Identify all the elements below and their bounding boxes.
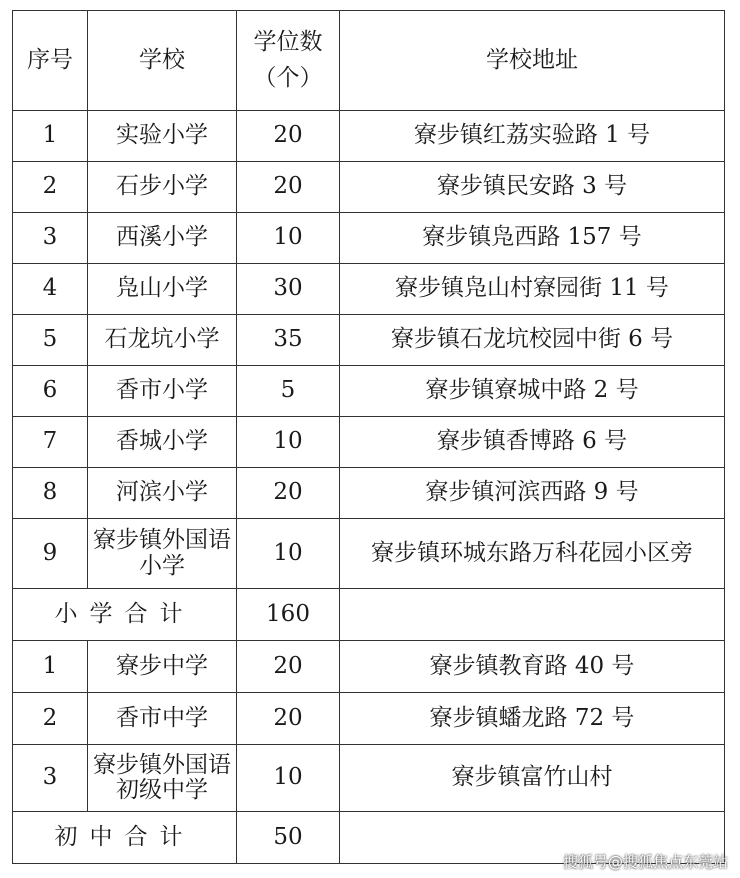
row-index: 7: [13, 417, 88, 468]
table-row: [13, 213, 725, 264]
header-address: 学校地址: [340, 11, 725, 111]
header-seats-label: 学位数: [253, 28, 323, 55]
header-school: 学校: [88, 11, 237, 111]
table-row: [13, 693, 725, 745]
header-seats-unit: （个）: [253, 64, 323, 91]
row-index: 5: [13, 315, 88, 366]
row-index: 1: [13, 641, 88, 693]
row-school: 西溪小学: [88, 213, 237, 264]
row-address: 寮步镇寮城中路 2 号: [340, 366, 725, 417]
row-index: 2: [13, 162, 88, 213]
row-address: 寮步镇红荔实验路 1 号: [340, 111, 725, 162]
row-seats: 35: [237, 315, 340, 366]
row-index: 1: [13, 111, 88, 162]
table-row: [13, 745, 725, 812]
row-seats: 5: [237, 366, 340, 417]
row-index: 6: [13, 366, 88, 417]
primary-total-empty: [340, 589, 725, 641]
row-school-line2: 初级中学: [116, 777, 208, 803]
row-seats: 20: [237, 111, 340, 162]
row-school-line2: 小学: [139, 552, 185, 579]
row-index: 3: [13, 745, 88, 812]
row-index: 2: [13, 693, 88, 745]
table-row: [13, 111, 725, 162]
table-row: [13, 366, 725, 417]
primary-total-value: 160: [237, 589, 340, 641]
table-row: [13, 417, 725, 468]
row-address: 寮步镇富竹山村: [340, 745, 725, 812]
junior-total-value: 50: [237, 812, 340, 864]
row-school: 香市中学: [88, 693, 237, 745]
row-school: [88, 745, 237, 812]
table-row: [13, 162, 725, 213]
row-address: 寮步镇环城东路万科花园小区旁: [340, 519, 725, 589]
row-address: 寮步镇凫西路 157 号: [340, 213, 725, 264]
row-index: 9: [13, 519, 88, 589]
primary-total-label: 小学合计: [13, 589, 237, 641]
table-row: [13, 641, 725, 693]
row-school: 石步小学: [88, 162, 237, 213]
row-address: 寮步镇民安路 3 号: [340, 162, 725, 213]
header-seats: [237, 11, 340, 111]
row-school: 香市小学: [88, 366, 237, 417]
row-school: 石龙坑小学: [88, 315, 237, 366]
row-school-line1: 寮步镇外国语: [93, 527, 231, 554]
row-seats: 20: [237, 693, 340, 745]
row-address: 寮步镇石龙坑校园中街 6 号: [340, 315, 725, 366]
row-school: 寮步中学: [88, 641, 237, 693]
row-school: 河滨小学: [88, 468, 237, 519]
row-seats: 30: [237, 264, 340, 315]
primary-total-row: [13, 589, 725, 641]
row-index: 8: [13, 468, 88, 519]
table-row: [13, 519, 725, 589]
header-row: [13, 11, 725, 111]
table-row: [13, 468, 725, 519]
row-school: 香城小学: [88, 417, 237, 468]
source-watermark: 搜狐号@搜狐焦点东莞站: [562, 853, 728, 871]
row-index: 3: [13, 213, 88, 264]
row-address: 寮步镇香博路 6 号: [340, 417, 725, 468]
row-school-line1: 寮步镇外国语: [93, 751, 231, 778]
school-seats-table: [12, 10, 725, 864]
row-address: 寮步镇河滨西路 9 号: [340, 468, 725, 519]
row-school: 凫山小学: [88, 264, 237, 315]
header-index: 序号: [13, 11, 88, 111]
row-seats: 10: [237, 213, 340, 264]
row-seats: 10: [237, 745, 340, 812]
row-address: 寮步镇教育路 40 号: [340, 641, 725, 693]
row-address: 寮步镇蟠龙路 72 号: [340, 693, 725, 745]
row-seats: 20: [237, 468, 340, 519]
row-seats: 10: [237, 417, 340, 468]
row-seats: 20: [237, 641, 340, 693]
row-index: 4: [13, 264, 88, 315]
table-row: [13, 264, 725, 315]
row-school: 实验小学: [88, 111, 237, 162]
row-seats: 10: [237, 519, 340, 589]
junior-total-label: 初中合计: [13, 812, 237, 864]
row-address: 寮步镇凫山村寮园街 11 号: [340, 264, 725, 315]
row-school: [88, 519, 237, 589]
row-seats: 20: [237, 162, 340, 213]
table-row: [13, 315, 725, 366]
